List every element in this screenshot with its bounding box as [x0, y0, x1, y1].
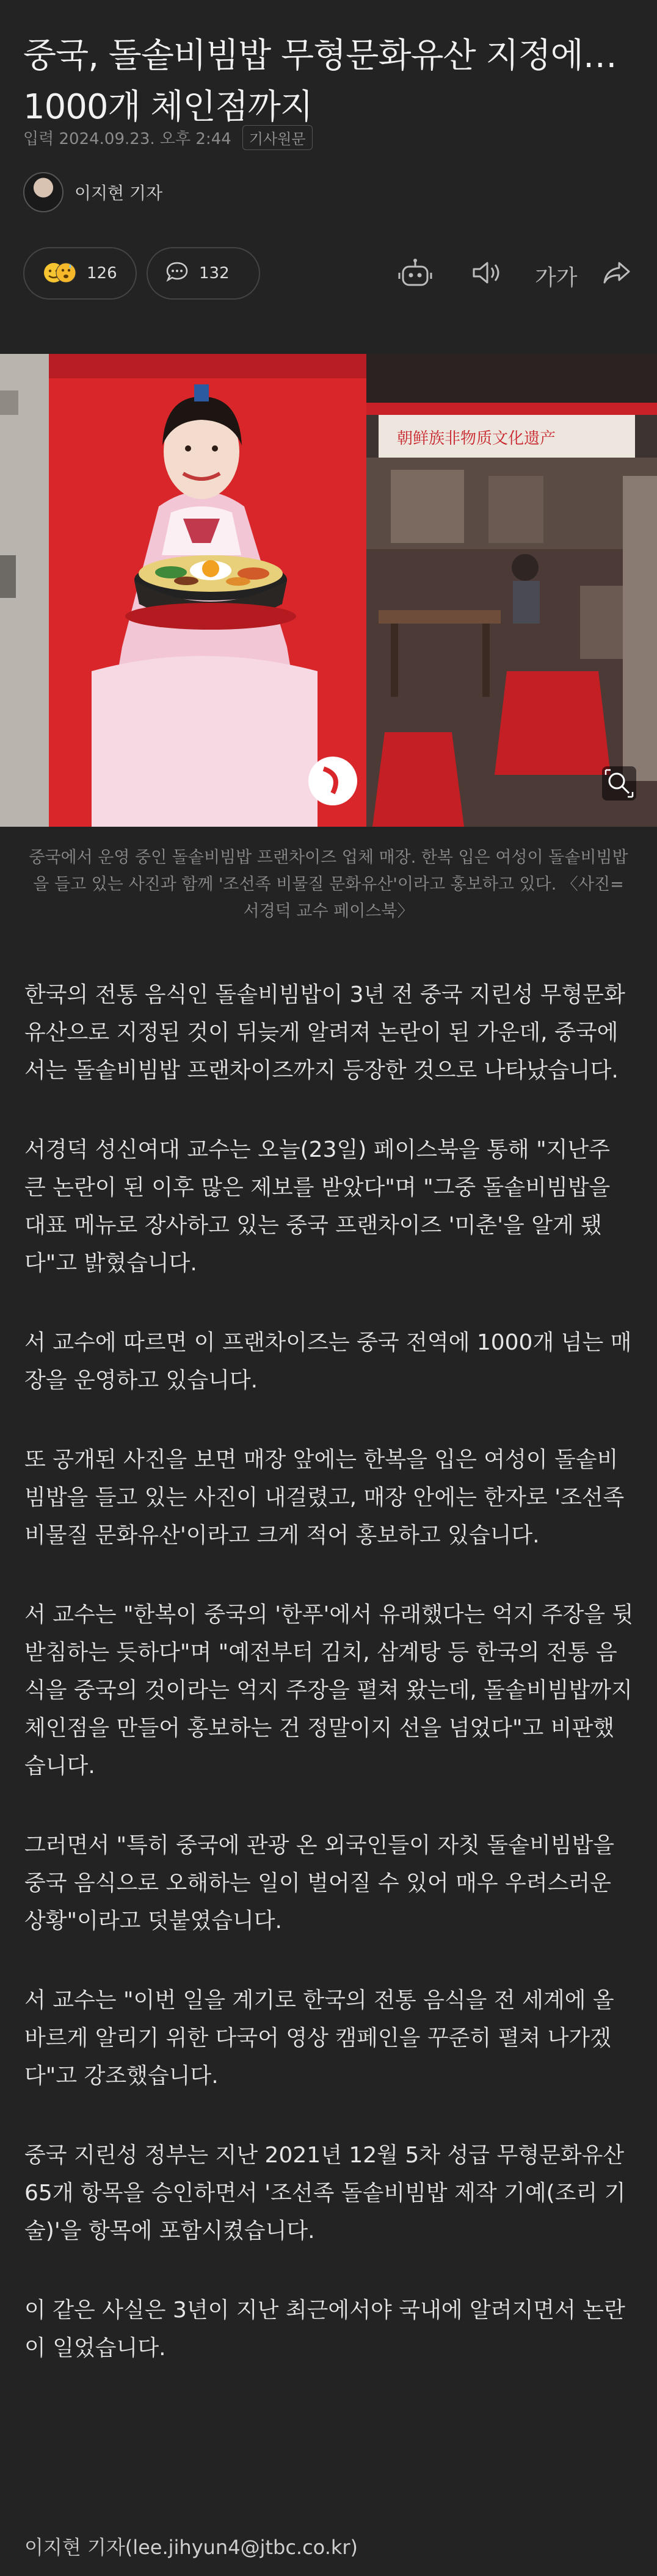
reaction-count: 126 [87, 264, 117, 282]
reporter-byline: 이지현 기자(lee.jihyun4@jtbc.co.kr) [24, 2536, 358, 2559]
reporter-name[interactable]: 이지현 기자 [74, 183, 163, 203]
original-article-link[interactable]: 기사원문 [242, 125, 313, 150]
store-sign-text: 朝鲜族非物质文化遗产 [397, 430, 556, 448]
article-meta [23, 125, 313, 150]
comment-button[interactable] [147, 247, 260, 300]
paragraph: 서 교수는 "이번 일을 계기로 한국의 전통 음식을 전 세계에 올바르게 알리기 위한 다국어 영상 캠페인을 꾸준히 펼쳐 나가겠다"고 강조했습니다. [24, 1988, 614, 2089]
speaker-icon[interactable] [469, 258, 503, 293]
reporter-info[interactable] [23, 172, 162, 212]
font-size-icon[interactable]: 가가 [535, 265, 578, 290]
photo-caption: 중국에서 운영 중인 돌솥비빔밥 프랜차이즈 업체 매장. 한복 입은 여성이 돌솥비빔밥을 들고 있는 사진과 함께 '조선족 비물질 문화유산'이라고 홍보하고 있다. 〈사진=서경덕 교수 페이스북〉 [29, 848, 628, 921]
comment-count: 132 [199, 264, 230, 282]
paragraph: 그러면서 "특히 중국에 관광 온 외국인들이 자칫 돌솥비빔밥을 중국 음식으로 오해하는 일이 벌어질 수 있어 매우 우려스러운 상황"이라고 덧붙였습니다. [24, 1833, 615, 1934]
paragraph: 서경덕 성신여대 교수는 오늘(23일) 페이스북을 통해 "지난주 큰 논란이 된 이후 많은 제보를 받았다"며 "그중 돌솥비빔밥을 대표 메뉴로 장사하고 있는 중국 프랜차이즈 '미춘'을 알게 됐다"고 밝혔습니다. [24, 1137, 611, 1276]
reaction-button[interactable] [23, 247, 137, 300]
publish-date: 입력 2024.09.23. 오후 2:44 [23, 130, 231, 148]
paragraph: 한국의 전통 음식인 돌솥비빔밥이 3년 전 중국 지린성 무형문화유산으로 지정된 것이 뒤늦게 알려져 논란이 된 가운데, 중국에서는 돌솥비빔밥 프랜차이즈까지 등장한 것으로 나타났습니다. [24, 982, 625, 1083]
paragraph: 서 교수는 "한복이 중국의 '한푸'에서 유래했다는 억지 주장을 뒷받침하는 듯하다"며 "예전부터 김치, 삼계탕 등 한국의 전통 음식을 중국의 것이라는 억지 주장을 펼쳐 왔는데, 돌솥비빔밥까지 체인점을 만들어 홍보하는 건 정말이지 선을 넘었다"고 비판했습니다. [24, 1602, 634, 1779]
paragraph: 중국 지린성 정부는 지난 2021년 12월 5차 성급 무형문화유산 65개 항목을 승인하면서 '조선족 돌솥비빔밥 제작 기예(조리 기술)'을 항목에 포함시켰습니다. [24, 2143, 626, 2243]
comment-bubble-icon [165, 261, 189, 287]
paragraph: 이 같은 사실은 3년이 지난 최근에서야 국내에 알려지면서 논란이 일었습니다. [24, 2298, 625, 2361]
article-photo [0, 354, 657, 827]
avatar[interactable] [23, 172, 64, 212]
emoji-reaction-icon [42, 258, 77, 289]
paragraph: 또 공개된 사진을 보면 매장 앞에는 한복을 입은 여성이 돌솥비빔밥을 들고 있는 사진이 내걸렸고, 매장 안에는 한자로 '조선족 비물질 문화유산'이라고 크게 적어 홍보하고 있습니다. [24, 1447, 625, 1548]
article-actions [23, 247, 634, 302]
paragraph: 서 교수에 따르면 이 프랜차이즈는 중국 전역에 1000개 넘는 매장을 운영하고 있습니다. [24, 1330, 632, 1393]
article-body [24, 976, 635, 2409]
summary-bot-icon[interactable] [397, 258, 434, 296]
article-title: 중국, 돌솥비빔밥 무형문화유산 지정에…1000개 체인점까지 [23, 35, 617, 127]
share-icon[interactable] [601, 258, 633, 293]
zoom-button[interactable] [602, 766, 636, 801]
